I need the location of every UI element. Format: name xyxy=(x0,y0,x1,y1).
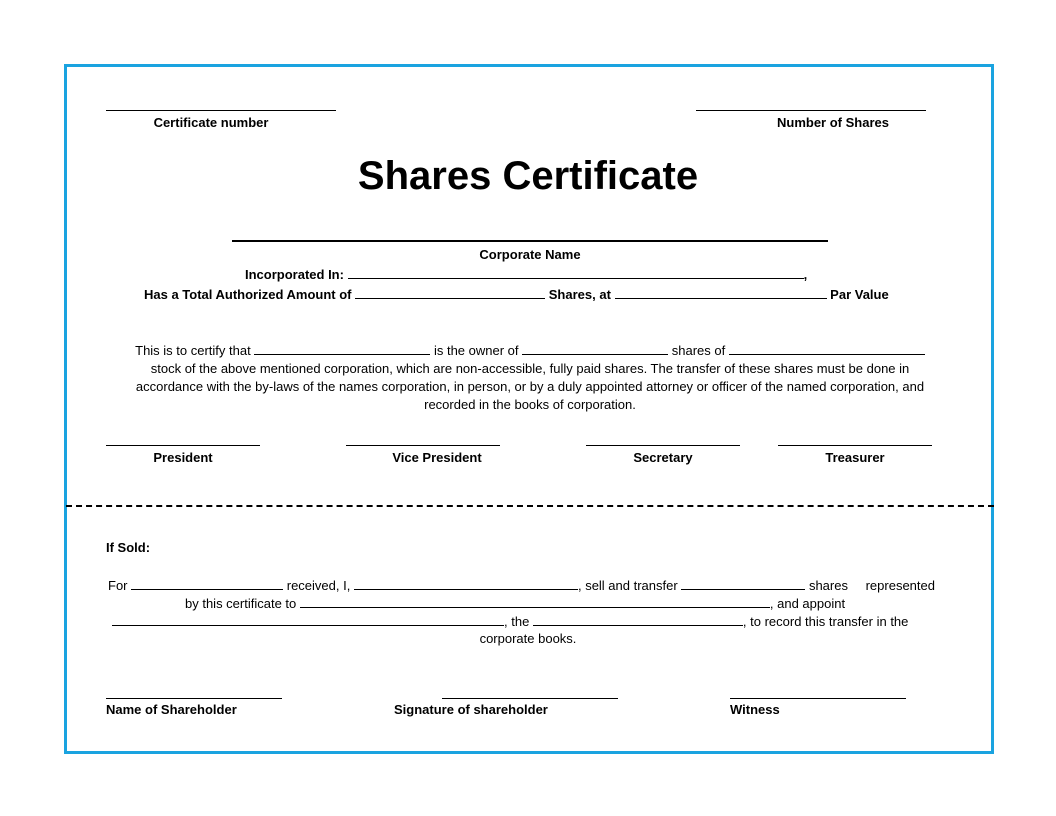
authorized-amount-blank[interactable] xyxy=(355,286,545,299)
corporate-name-label: Corporate Name xyxy=(479,247,581,262)
number-of-shares-line[interactable] xyxy=(696,110,926,111)
certify-text-2: is the owner of xyxy=(433,343,519,358)
certify-line-3: accordance with the by-laws of the names corporation, in person, or by a duly appointed attorney or officer of the named corporation, and xyxy=(135,379,925,394)
share-count-blank[interactable] xyxy=(522,342,668,355)
shareholder-signature-label: Signature of shareholder xyxy=(394,702,548,717)
shareholder-signature-line[interactable] xyxy=(442,698,618,699)
sold-the-text: , the xyxy=(504,614,530,629)
shareholder-name-label: Name of Shareholder xyxy=(106,702,237,717)
witness-line[interactable] xyxy=(730,698,906,699)
certificate-number-line[interactable] xyxy=(106,110,336,111)
owner-name-blank[interactable] xyxy=(254,342,430,355)
sold-by-cert-text: by this certificate to xyxy=(185,596,297,611)
certificate-title: Shares Certificate xyxy=(357,154,699,198)
treasurer-signature-line[interactable] xyxy=(778,445,932,446)
incorporated-blank[interactable] xyxy=(348,266,804,279)
if-sold-heading: If Sold: xyxy=(106,540,151,555)
president-label: President xyxy=(153,450,213,465)
incorporated-label: Incorporated In: xyxy=(245,267,344,282)
secretary-signature-line[interactable] xyxy=(586,445,740,446)
incorporated-row xyxy=(245,266,807,282)
authorized-row xyxy=(144,286,889,302)
seller-name-blank[interactable] xyxy=(354,577,578,590)
secretary-label: Secretary xyxy=(633,450,693,465)
sold-represented-text: represented xyxy=(865,578,935,593)
certify-line-1 xyxy=(106,342,954,360)
corporate-name-line[interactable] xyxy=(232,240,828,242)
received-amount-blank[interactable] xyxy=(131,577,283,590)
sold-line-2 xyxy=(185,595,845,611)
company-blank[interactable] xyxy=(729,342,925,355)
witness-label: Witness xyxy=(730,702,780,717)
vice-president-label: Vice President xyxy=(392,450,482,465)
buyer-name-blank[interactable] xyxy=(300,595,770,608)
sold-shares-text: shares xyxy=(808,578,848,593)
certify-text-3: shares of xyxy=(671,343,726,358)
certify-text-1: This is to certify that xyxy=(135,343,251,358)
sold-record-text: , to record this transfer in the xyxy=(742,614,909,629)
president-signature-line[interactable] xyxy=(106,445,260,446)
certify-line-2: stock of the above mentioned corporation, which are non-accessible, fully paid shares. The transfer of these shares must be done in xyxy=(150,361,910,376)
shareholder-name-line[interactable] xyxy=(106,698,282,699)
sold-sell-text: , sell and transfer xyxy=(577,578,678,593)
certify-paragraph xyxy=(106,342,954,414)
sold-appoint-text: , and appoint xyxy=(769,596,846,611)
par-value-label: Par Value xyxy=(830,287,889,302)
treasurer-label: Treasurer xyxy=(825,450,885,465)
sold-books-text: corporate books. xyxy=(479,631,577,646)
shares-at-label: Shares, at xyxy=(548,287,611,302)
sold-received-text: received, I, xyxy=(286,578,351,593)
sold-line-3 xyxy=(112,613,908,629)
sold-line-1 xyxy=(108,577,935,593)
attorney-name-blank[interactable] xyxy=(112,613,504,626)
par-value-blank[interactable] xyxy=(615,286,827,299)
number-of-shares-label: Number of Shares xyxy=(777,115,889,130)
sold-for-text: For xyxy=(108,578,128,593)
incorporated-tail: , xyxy=(803,267,808,282)
certify-line-4: recorded in the books of corporation. xyxy=(424,397,636,412)
shares-sold-blank[interactable] xyxy=(681,577,805,590)
vice-president-signature-line[interactable] xyxy=(346,445,500,446)
cut-line-divider xyxy=(66,505,994,507)
certificate-number-label: Certificate number xyxy=(153,115,269,130)
authorized-label: Has a Total Authorized Amount of xyxy=(144,287,352,302)
attorney-title-blank[interactable] xyxy=(533,613,743,626)
